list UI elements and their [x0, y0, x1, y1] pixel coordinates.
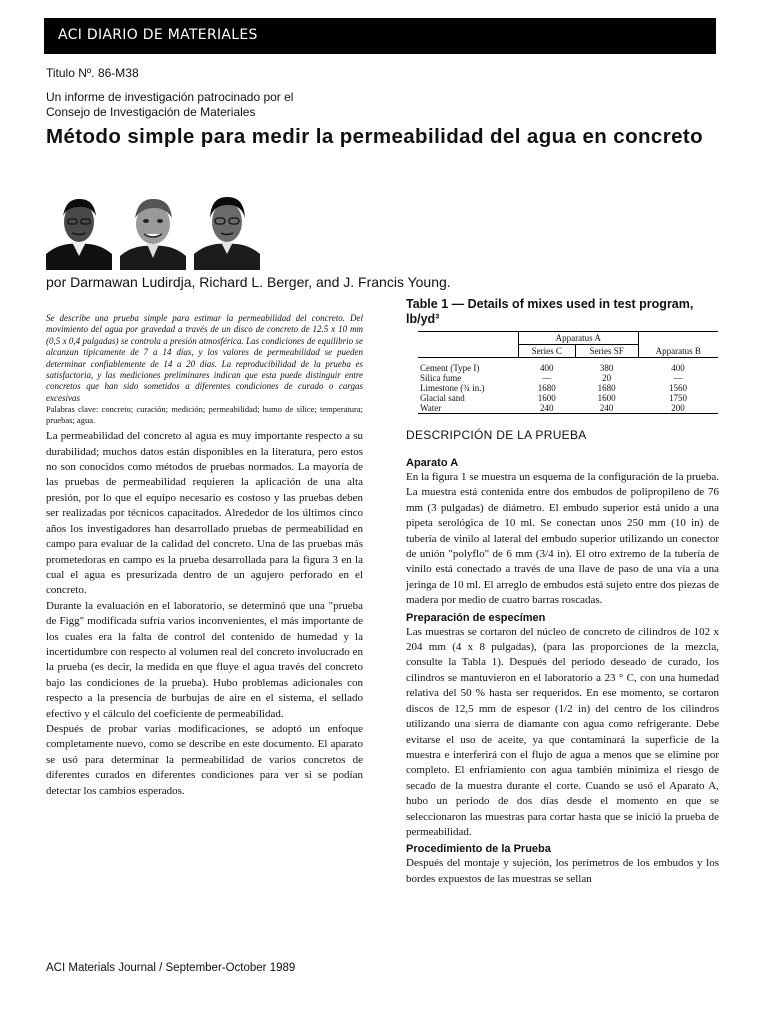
table-col-header: Apparatus B [638, 345, 718, 358]
paragraph: Después de probar varias modificaciones, se adoptó un enfoque completamente nuevo, como se describe en este documento. El aparato se usó para determinar la permeabilidad de varios concretos de diferentes curados en diferentes condiciones para ver si se podían detectar los cambios esperados. [46, 722, 363, 797]
subheading-apparatus-a: Aparato A [406, 457, 459, 469]
report-line-1: Un informe de investigación patrocinado por el [46, 90, 294, 104]
subheading-specimen: Preparación de especímen [406, 611, 546, 624]
table-row [418, 373, 718, 383]
table-cell: — [673, 373, 683, 383]
paragraph: Las muestras se cortaron del núcleo de concreto de cilindros de 102 x 204 mm (4 x 8 pulgadas), (para las proporciones de la mezcla, consulte la Tabla 1). Después del periodo deseado de curado, los cilindros se mantuvieron en el laboratorio a 23 ° C, con una humedad relativa del 50 % hasta ser requeridos. En ese momento, se cortaron discos de 12,5 mm de espesor (1/2 in) del centro de los cilindros utilizando una sierra de diamante con agua como refrigerante. Debe evitarse el uso de aceite, ya que contaminará la superficie de la muestra e interferirá con el flujo de agua a menos que se elimine por completo. El enfriamiento con agua también minimiza el riesgo de secado de la muestra durante el corte. Cuando se usó el Aparato A, hubo un periodo de dos días desde el momento en que se seleccionaron las muestras para cortar hasta que se inició la prueba de permeabilidad. [406, 625, 719, 838]
keywords: Palabras clave: concreto; curación; medición; permeabilidad; humo de sílice; temperatura; pruebas; agua. [46, 404, 363, 425]
table-cell: — [542, 373, 552, 383]
mix-table [418, 331, 718, 414]
table-row-label: Limestone (¾ in.) [420, 383, 485, 393]
journal-banner [44, 18, 716, 54]
table-cell: 400 [671, 363, 685, 373]
table-row-label: Cement (Type I) [420, 363, 480, 373]
table-row [418, 363, 718, 373]
right-column [406, 297, 719, 887]
table-cell: 1600 [537, 393, 556, 403]
table-cell: 200 [671, 403, 685, 413]
table-col-header: Series C [519, 345, 576, 358]
title-number: Titulo Nº. 86-M38 [46, 66, 139, 80]
author-line: por Darmawan Ludirdja, Richard L. Berger, and J. Francis Young. [46, 274, 451, 290]
table-cell: 1560 [669, 383, 688, 393]
table-row [418, 393, 718, 403]
table-cell: 1600 [597, 393, 616, 403]
author-photo-3 [194, 190, 260, 270]
method-text [406, 456, 719, 887]
table-row [418, 403, 718, 414]
table-cell: 20 [602, 373, 612, 383]
section-heading: DESCRIPCIÓN DE LA PRUEBA [406, 428, 587, 442]
table-row-label: Silica fume [420, 373, 462, 383]
abstract: Se describe una prueba simple para estimar la permeabilidad del concreto. Del movimiento del agua por gravedad a través de un disco de concreto de 12.5 x 10 mm (0,5 x 0,4 pulgadas) se controla a presión atmosférica. Las condiciones de equilibrio se alcanzan típicamente de 7 a 14 días, y los valores de permeabilidad se pueden determinar confiablemente de 14 a 20 días. La reproducibilidad de la prueba es satisfactoria, y las mediciones preliminares indican que esta puede distinguir entre concretos que han sido sometidos a diferentes condiciones de curado o cargas excesivas [46, 313, 363, 403]
paragraph: Después del montaje y sujeción, los perímetros de los embudos y los bordes expuestos de las muestras se sellan [406, 857, 719, 885]
author-photo-1 [46, 190, 112, 270]
table-row [418, 383, 718, 393]
table-cell: 380 [599, 363, 614, 373]
table-caption: Table 1 — Details of mixes used in test program, lb/yd³ [406, 297, 694, 326]
table-cell: 1750 [669, 393, 688, 403]
paragraph: En la figura 1 se muestra un esquema de la configuración de la prueba. La muestra está contenida entre dos embudos de polipropileno de 76 mm (3 pulgadas) de diámetro. El embudo superior está unido a una pipeta serológica de 10 ml. Se conectan unos 250 mm (10 in) de tubería de vinilo al lateral del embudo superior utilizando un conector de unión "polyflo" de 6 mm (3/4 in). El otro extremo de la tubería de vinilo está conectado a través de una llave de paso de una vía a una jeringa de 10 ml. El arreglo de embudos está sujeto entre dos piezas de madera por medio de cuatro barras roscadas. [406, 471, 719, 607]
left-column [46, 313, 363, 799]
paper-title: Método simple para medir la permeabilidad del agua en concreto [46, 125, 704, 148]
intro-text [46, 429, 363, 799]
subheading-procedure: Procedimiento de la Prueba [406, 843, 551, 856]
table-cell: 240 [599, 403, 614, 413]
table-group-header: Apparatus A [519, 332, 639, 345]
table-cell: 240 [540, 403, 554, 413]
table-cell: 1680 [537, 383, 556, 393]
table-cell: 1680 [597, 383, 616, 393]
paragraph: La permeabilidad del concreto al agua es muy importante respecto a su durabilidad; muchos datos están disponibles en la literatura, pero estos no son conocidos como métodos de pruebas normados. La mayoría de las pruebas de permeabilidad requieren la aplicación de una alta presión, por lo que el equipo necesario es costoso y las pruebas deben ser realizadas por técnicos capacitados. Alrededor de los últimos cinco años los investigadores han desarrollado pruebas de permeabilidad en campo para evaluar de la calidad del concreto. Una de las pruebas más prometedoras en campo es la prueba desarrollada para la figura 3 en la cual el agua es presurizada dentro de un agujero perforado en el concreto. [46, 430, 363, 597]
table-cell: 400 [540, 363, 554, 373]
paragraph: Durante la evaluación en el laboratorio, se determinó que una "prueba de Figg" modificada sufría varios inconvenientes, el más importante de los cuales era la falta de control del contenido de humedad y la incertidumbre con respecto al volumen real del concreto involucrado en la prueba (es decir, la medida en que fluye el agua través del concreto bajo las condiciones de la prueba). Hubo problemas adicionales con respecto a la presencia de burbujas de aire en el sistema, el sellado efectivo y el cálculo del coeficiente de permeabilidad. [46, 599, 363, 720]
report-note [46, 90, 446, 120]
page-footer: ACI Materials Journal / September-October 1989 [46, 962, 296, 974]
table-col-header: Series SF [575, 345, 638, 358]
report-line-2: Consejo de Investigación de Materiales [46, 105, 256, 119]
table-row-label: Water [420, 403, 442, 413]
author-photo-2 [120, 190, 186, 270]
table-row-label: Glacial sand [420, 393, 465, 403]
journal-name: ACI DIARIO DE MATERIALES [58, 27, 258, 43]
